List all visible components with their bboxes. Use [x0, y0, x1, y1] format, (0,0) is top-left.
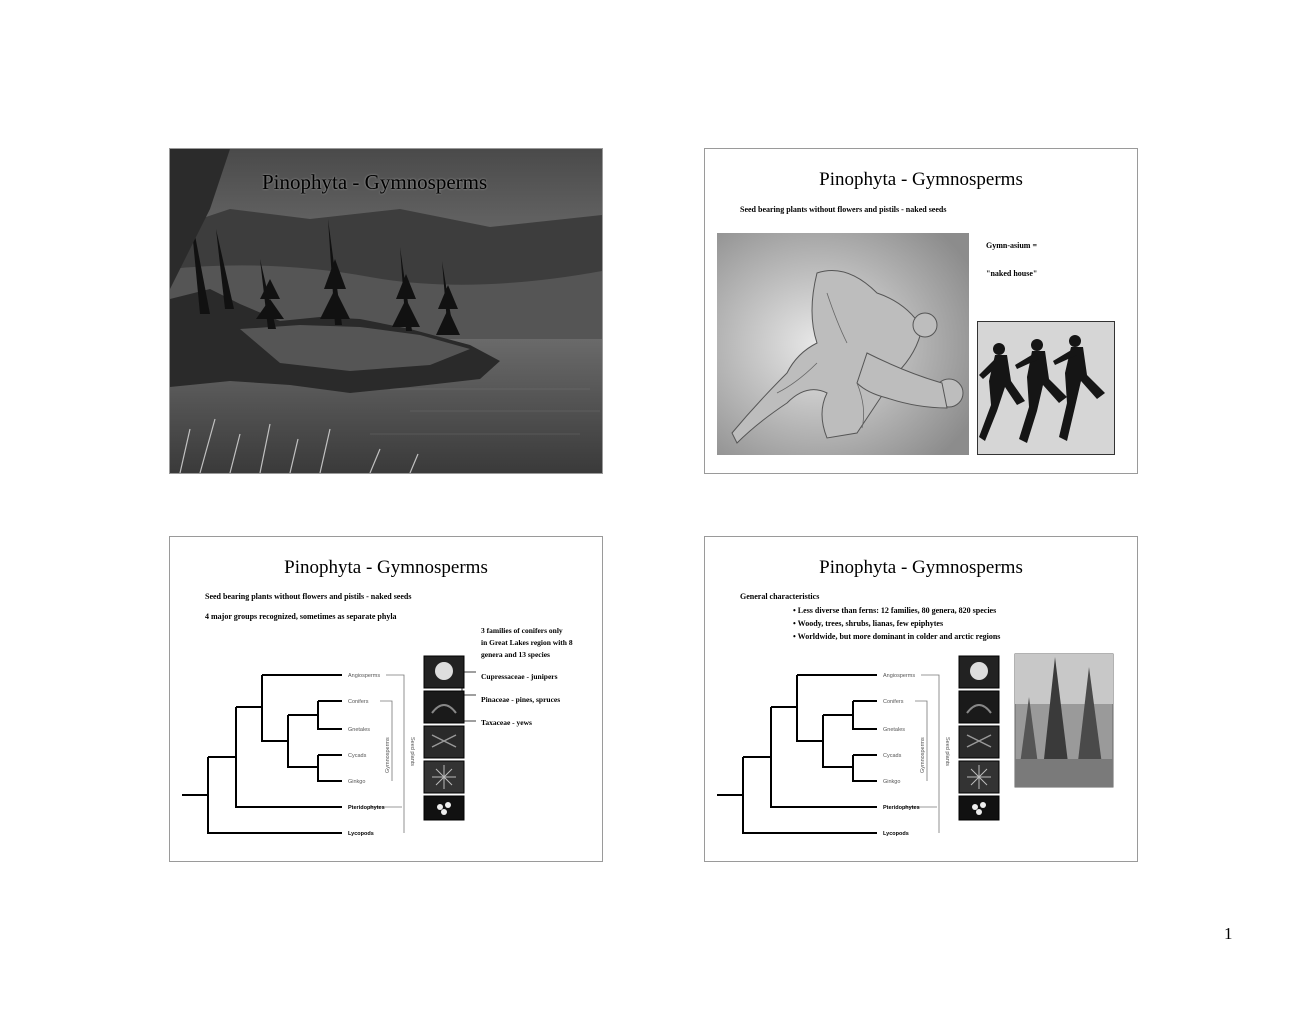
family-pinaceae: Pinaceae - pines, spruces	[481, 695, 561, 704]
slide-2	[704, 148, 1138, 474]
slide-4	[704, 536, 1138, 862]
slide-3	[169, 536, 603, 862]
tree-label-seed-plants: Seed plants	[944, 737, 950, 767]
tree-label-gnetales: Gnetales	[348, 727, 371, 733]
lake-island-photo	[170, 149, 602, 473]
tree-label-cycads: Cycads	[883, 753, 902, 759]
tree-label-gnetales: Gnetales	[883, 727, 906, 733]
tree-label-conifers: Conifers	[348, 699, 369, 705]
bullet-2: • Woody, trees, shrubs, lianas, few epiphytes	[793, 619, 944, 628]
etymology-line-1: Gymn-asium =	[986, 241, 1038, 250]
tree-label-pteridophytes: Pteridophytes	[348, 805, 385, 811]
slide-line-1: Seed bearing plants without flowers and pistils - naked seeds	[205, 592, 412, 601]
slide-title: Pinophyta - Gymnosperms	[284, 557, 488, 578]
tree-label-gymnosperms: Gymnosperms	[920, 737, 926, 773]
slide-line-2: 4 major groups recognized, sometimes as separate phyla	[205, 612, 397, 621]
tree-label-pteridophytes: Pteridophytes	[883, 805, 920, 811]
phylogeny-tree	[705, 537, 1137, 861]
note-line-3: genera and 13 species	[481, 650, 550, 659]
family-taxaceae: Taxaceae - yews	[481, 718, 532, 727]
conifer-forest-photo	[1015, 654, 1113, 787]
tree-label-conifers: Conifers	[883, 699, 904, 705]
page-number: 1	[1224, 924, 1233, 943]
note-line-1: 3 families of conifers only	[481, 626, 563, 635]
taxa-thumbnails	[424, 656, 464, 820]
note-line-2: in Great Lakes region with 8	[481, 638, 573, 647]
taxa-thumbnails	[959, 656, 999, 820]
tree-label-cycads: Cycads	[348, 753, 367, 759]
family-cupressaceae: Cupressaceae - junipers	[481, 672, 558, 681]
tree-label-gymnosperms: Gymnosperms	[385, 737, 391, 773]
tree-label-ginkgo: Ginkgo	[883, 779, 901, 785]
tree-label-lycopods: Lycopods	[883, 831, 909, 837]
tree-label-angiosperms: Angiosperms	[348, 673, 381, 679]
slide-title: Pinophyta - Gymnosperms	[819, 169, 1023, 190]
slide-title: Pinophyta - Gymnosperms	[262, 170, 488, 194]
tree-label-angiosperms: Angiosperms	[883, 673, 916, 679]
tree-label-seed-plants: Seed plants	[409, 737, 415, 767]
slide-1	[169, 148, 603, 474]
bullet-3: • Worldwide, but more dominant in colder and arctic regions	[793, 632, 1001, 641]
slide-title: Pinophyta - Gymnosperms	[819, 557, 1023, 578]
bullet-1: • Less diverse than ferns: 12 families, 80 genera, 820 species	[793, 606, 997, 615]
wrestlers-drawing	[717, 233, 969, 455]
etymology-line-2: "naked house"	[986, 269, 1038, 278]
slide-subtitle: Seed bearing plants without flowers and pistils - naked seeds	[740, 205, 947, 214]
greek-runners-vase	[977, 321, 1115, 455]
phylogeny-tree	[170, 537, 602, 861]
tree-label-ginkgo: Ginkgo	[348, 779, 366, 785]
characteristics-heading: General characteristics	[740, 592, 820, 601]
tree-label-lycopods: Lycopods	[348, 831, 374, 837]
